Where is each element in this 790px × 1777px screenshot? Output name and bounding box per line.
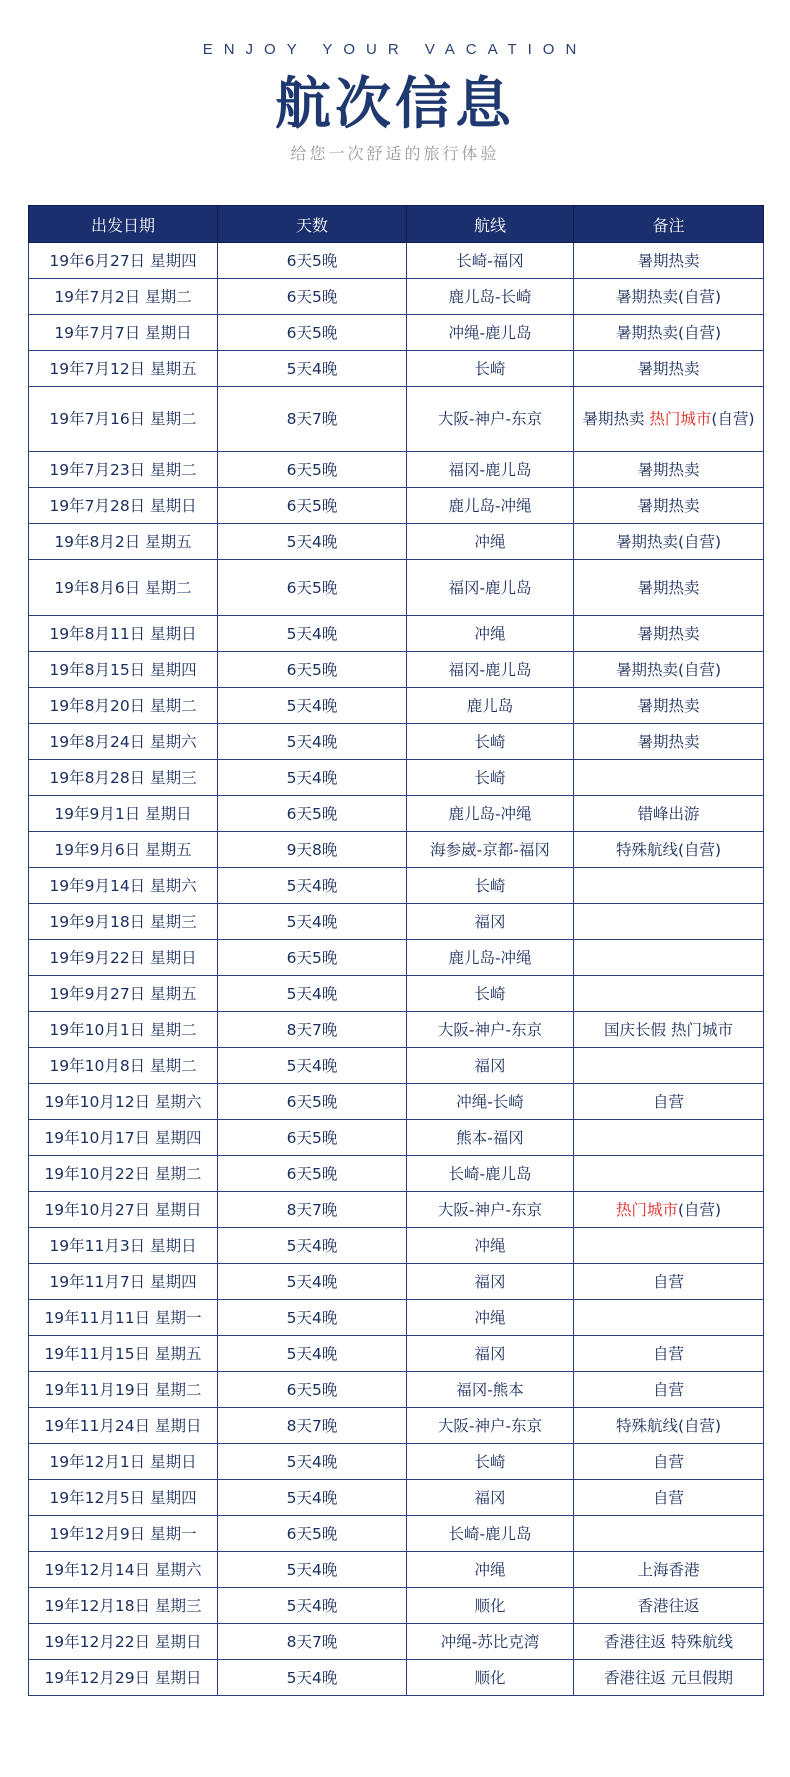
- cell-note: [574, 940, 764, 976]
- cell-date: 19年8月24日 星期六: [29, 724, 218, 760]
- note-text: 自营: [652, 1272, 684, 1291]
- cell-days: 5天4晚: [218, 1300, 407, 1336]
- table-row: [29, 243, 764, 279]
- table-row: [29, 760, 764, 796]
- cell-route: 鹿儿岛-冲绳: [407, 796, 574, 832]
- cell-days: 5天4晚: [218, 524, 407, 560]
- cell-note: [574, 351, 764, 387]
- cell-note: [574, 1372, 764, 1408]
- cell-date: 19年10月1日 星期二: [29, 1012, 218, 1048]
- cell-days: 8天7晚: [218, 387, 407, 452]
- note-text: 自营: [652, 1380, 684, 1399]
- cell-days: 5天4晚: [218, 724, 407, 760]
- cell-note: [574, 760, 764, 796]
- cell-route: 长崎: [407, 868, 574, 904]
- cell-days: 6天5晚: [218, 1084, 407, 1120]
- cell-route: 冲绳-苏比克湾: [407, 1624, 574, 1660]
- cell-route: 大阪-神户-东京: [407, 1012, 574, 1048]
- table-row: [29, 1156, 764, 1192]
- table-row: [29, 724, 764, 760]
- cell-route: 冲绳: [407, 1552, 574, 1588]
- table-row: [29, 1516, 764, 1552]
- cell-route: 冲绳: [407, 1228, 574, 1264]
- cell-note: [574, 832, 764, 868]
- table-row: [29, 1048, 764, 1084]
- page-subtitle: 给您一次舒适的旅行体验: [290, 144, 500, 163]
- cell-note: [574, 976, 764, 1012]
- note-text: 暑期热卖: [637, 359, 700, 378]
- cell-note: [574, 488, 764, 524]
- cell-route: 福冈: [407, 1048, 574, 1084]
- table-row: [29, 488, 764, 524]
- cell-days: 6天5晚: [218, 1156, 407, 1192]
- cell-note: [574, 724, 764, 760]
- note-text: 暑期热卖(自营): [615, 323, 722, 342]
- note-text: 错峰出游: [637, 804, 700, 823]
- cell-days: 6天5晚: [218, 652, 407, 688]
- cell-note: [574, 868, 764, 904]
- note-text: 暑期热卖(自营): [615, 532, 722, 551]
- table-row: [29, 1372, 764, 1408]
- cell-route: 长崎-鹿儿岛: [407, 1156, 574, 1192]
- note-text: 特殊航线(自营): [615, 1416, 722, 1435]
- cell-days: 8天7晚: [218, 1012, 407, 1048]
- note-text: 香港往返 特殊航线: [604, 1632, 733, 1651]
- table-row: [29, 1624, 764, 1660]
- table-row: [29, 1192, 764, 1228]
- table-row: [29, 616, 764, 652]
- cell-days: 8天7晚: [218, 1624, 407, 1660]
- cell-days: 5天4晚: [218, 1444, 407, 1480]
- cell-note: [574, 1228, 764, 1264]
- cell-route: 海参崴-京都-福冈: [407, 832, 574, 868]
- cell-route: 鹿儿岛-冲绳: [407, 488, 574, 524]
- cell-date: 19年7月2日 星期二: [29, 279, 218, 315]
- cell-note: [574, 1588, 764, 1624]
- cell-note: [574, 1264, 764, 1300]
- cell-days: 5天4晚: [218, 868, 407, 904]
- table-row: [29, 315, 764, 351]
- cell-route: 顺化: [407, 1588, 574, 1624]
- cell-route: 福冈: [407, 1336, 574, 1372]
- cell-date: 19年7月23日 星期二: [29, 452, 218, 488]
- cell-days: 6天5晚: [218, 1120, 407, 1156]
- note-text: 自营: [652, 1452, 684, 1471]
- cell-date: 19年10月22日 星期二: [29, 1156, 218, 1192]
- cell-note: [574, 1624, 764, 1660]
- cell-route: 长崎: [407, 351, 574, 387]
- table-row: [29, 1300, 764, 1336]
- cell-date: 19年11月19日 星期二: [29, 1372, 218, 1408]
- note-tail: (自营): [711, 410, 755, 428]
- table-body: [29, 243, 764, 1696]
- cell-route: 长崎: [407, 1444, 574, 1480]
- cell-note: [574, 616, 764, 652]
- cell-note: [574, 1156, 764, 1192]
- cell-note: [574, 1084, 764, 1120]
- cell-note: [574, 387, 764, 452]
- cell-date: 19年9月27日 星期五: [29, 976, 218, 1012]
- cell-note: [574, 904, 764, 940]
- cell-days: 5天4晚: [218, 616, 407, 652]
- cell-date: 19年8月11日 星期日: [29, 616, 218, 652]
- table-row: [29, 940, 764, 976]
- cell-date: 19年11月3日 星期日: [29, 1228, 218, 1264]
- table-row: [29, 1408, 764, 1444]
- cell-note: [574, 1300, 764, 1336]
- cell-route: 大阪-神户-东京: [407, 1192, 574, 1228]
- cell-days: 5天4晚: [218, 904, 407, 940]
- cell-route: 冲绳: [407, 524, 574, 560]
- table-row: [29, 904, 764, 940]
- column-header-days: 天数: [218, 206, 407, 243]
- cell-days: 6天5晚: [218, 279, 407, 315]
- cell-note: [574, 1660, 764, 1696]
- table-row: [29, 1588, 764, 1624]
- cell-days: 5天4晚: [218, 1048, 407, 1084]
- table-row: [29, 1480, 764, 1516]
- table-row: [29, 1120, 764, 1156]
- table-row: [29, 652, 764, 688]
- cell-days: 8天7晚: [218, 1408, 407, 1444]
- cell-note: [574, 688, 764, 724]
- cell-route: 福冈: [407, 904, 574, 940]
- cell-date: 19年11月15日 星期五: [29, 1336, 218, 1372]
- cell-date: 19年9月14日 星期六: [29, 868, 218, 904]
- table-row: [29, 1336, 764, 1372]
- cell-note: [574, 1408, 764, 1444]
- cell-date: 19年12月18日 星期三: [29, 1588, 218, 1624]
- cell-date: 19年9月18日 星期三: [29, 904, 218, 940]
- cell-days: 5天4晚: [218, 1264, 407, 1300]
- cell-days: 5天4晚: [218, 688, 407, 724]
- note-text: 暑期热卖(自营): [615, 287, 722, 306]
- table-row: [29, 452, 764, 488]
- table-row: [29, 560, 764, 616]
- cell-date: 19年7月12日 星期五: [29, 351, 218, 387]
- cell-date: 19年8月20日 星期二: [29, 688, 218, 724]
- cell-days: 9天8晚: [218, 832, 407, 868]
- table-row: [29, 1012, 764, 1048]
- page-title: 航次信息: [275, 72, 515, 137]
- cell-days: 8天7晚: [218, 1192, 407, 1228]
- cell-route: 大阪-神户-东京: [407, 387, 574, 452]
- note-text: 暑期热卖: [582, 410, 645, 428]
- cell-date: 19年7月28日 星期日: [29, 488, 218, 524]
- cell-date: 19年9月6日 星期五: [29, 832, 218, 868]
- cell-route: 鹿儿岛-长崎: [407, 279, 574, 315]
- cell-date: 19年8月28日 星期三: [29, 760, 218, 796]
- cell-route: 福冈: [407, 1480, 574, 1516]
- cell-days: 5天4晚: [218, 1552, 407, 1588]
- cell-date: 19年10月8日 星期二: [29, 1048, 218, 1084]
- note-text: 暑期热卖: [637, 496, 700, 515]
- table-header-row: [29, 206, 764, 243]
- cell-route: 大阪-神户-东京: [407, 1408, 574, 1444]
- cell-route: 长崎: [407, 976, 574, 1012]
- cell-note: [574, 243, 764, 279]
- cell-note: [574, 1552, 764, 1588]
- table-row: [29, 976, 764, 1012]
- cell-date: 19年11月7日 星期四: [29, 1264, 218, 1300]
- note-text: 暑期热卖(自营): [615, 660, 722, 679]
- cell-days: 6天5晚: [218, 1372, 407, 1408]
- note-text: 自营: [652, 1488, 684, 1507]
- cell-date: 19年7月16日 星期二: [29, 387, 218, 452]
- note-text: 暑期热卖: [637, 578, 700, 597]
- cell-note: [574, 796, 764, 832]
- cell-date: 19年10月17日 星期四: [29, 1120, 218, 1156]
- cell-note: [574, 652, 764, 688]
- cell-note: [574, 560, 764, 616]
- cell-note: [574, 452, 764, 488]
- cell-days: 5天4晚: [218, 1660, 407, 1696]
- cell-date: 19年9月22日 星期日: [29, 940, 218, 976]
- table-row: [29, 1228, 764, 1264]
- cell-route: 长崎-鹿儿岛: [407, 1516, 574, 1552]
- table-row: [29, 796, 764, 832]
- cell-days: 6天5晚: [218, 796, 407, 832]
- table-row: [29, 279, 764, 315]
- cell-days: 5天4晚: [218, 1588, 407, 1624]
- cell-note: [574, 524, 764, 560]
- cell-route: 长崎: [407, 724, 574, 760]
- cell-route: 冲绳: [407, 616, 574, 652]
- cell-route: 福冈-熊本: [407, 1372, 574, 1408]
- cell-date: 19年11月11日 星期一: [29, 1300, 218, 1336]
- cell-route: 福冈: [407, 1264, 574, 1300]
- cell-days: 6天5晚: [218, 560, 407, 616]
- cell-route: 福冈-鹿儿岛: [407, 560, 574, 616]
- cell-days: 5天4晚: [218, 1336, 407, 1372]
- cell-days: 6天5晚: [218, 940, 407, 976]
- cell-note: [574, 279, 764, 315]
- cell-note: [574, 1336, 764, 1372]
- cell-days: 5天4晚: [218, 351, 407, 387]
- cell-date: 19年8月15日 星期四: [29, 652, 218, 688]
- cell-days: 5天4晚: [218, 1228, 407, 1264]
- cell-route: 福冈-鹿儿岛: [407, 452, 574, 488]
- note-text: 暑期热卖: [637, 460, 700, 479]
- cell-days: 5天4晚: [218, 1480, 407, 1516]
- cell-note: [574, 1444, 764, 1480]
- cell-route: 熊本-福冈: [407, 1120, 574, 1156]
- cell-days: 6天5晚: [218, 488, 407, 524]
- cell-route: 鹿儿岛-冲绳: [407, 940, 574, 976]
- cell-days: 5天4晚: [218, 976, 407, 1012]
- cell-date: 19年12月14日 星期六: [29, 1552, 218, 1588]
- cell-date: 19年8月6日 星期二: [29, 560, 218, 616]
- cell-note: [574, 1480, 764, 1516]
- note-text: 香港往返 元旦假期: [604, 1668, 733, 1687]
- table-row: [29, 832, 764, 868]
- cell-date: 19年7月7日 星期日: [29, 315, 218, 351]
- cell-route: 冲绳-鹿儿岛: [407, 315, 574, 351]
- cell-date: 19年12月5日 星期四: [29, 1480, 218, 1516]
- column-header-date: 出发日期: [29, 206, 218, 243]
- cell-date: 19年11月24日 星期日: [29, 1408, 218, 1444]
- column-header-note: 备注: [574, 206, 764, 243]
- cell-route: 冲绳-长崎: [407, 1084, 574, 1120]
- cell-note: [574, 315, 764, 351]
- table-row: [29, 524, 764, 560]
- table-row: [29, 1444, 764, 1480]
- table-row: [29, 1660, 764, 1696]
- cell-note: [574, 1048, 764, 1084]
- cell-note: [574, 1192, 764, 1228]
- note-text: 香港往返: [637, 1596, 700, 1615]
- tagline: ENJOY YOUR VACATION: [202, 41, 588, 58]
- cell-date: 19年12月9日 星期一: [29, 1516, 218, 1552]
- note-hot-label: 热门城市: [649, 410, 712, 428]
- cell-note: [574, 1516, 764, 1552]
- table-row: [29, 387, 764, 452]
- table-row: [29, 868, 764, 904]
- note-text: 暑期热卖: [637, 732, 700, 751]
- cell-date: 19年12月22日 星期日: [29, 1624, 218, 1660]
- page-header: [0, 0, 790, 200]
- cell-days: 6天5晚: [218, 243, 407, 279]
- cell-days: 6天5晚: [218, 1516, 407, 1552]
- cell-note: [574, 1012, 764, 1048]
- note-text: 暑期热卖: [637, 624, 700, 643]
- cell-date: 19年12月29日 星期日: [29, 1660, 218, 1696]
- cell-note: [574, 1120, 764, 1156]
- cell-route: 顺化: [407, 1660, 574, 1696]
- cell-route: 冲绳: [407, 1300, 574, 1336]
- table-row: [29, 688, 764, 724]
- note-text: 特殊航线(自营): [615, 840, 722, 859]
- note-text: 暑期热卖: [637, 696, 700, 715]
- cell-days: 6天5晚: [218, 315, 407, 351]
- column-header-route: 航线: [407, 206, 574, 243]
- table-row: [29, 1264, 764, 1300]
- cell-date: 19年10月12日 星期六: [29, 1084, 218, 1120]
- note-text: 自营: [652, 1344, 684, 1363]
- cell-route: 长崎: [407, 760, 574, 796]
- cell-date: 19年12月1日 星期日: [29, 1444, 218, 1480]
- note-text: 暑期热卖: [637, 251, 700, 270]
- table-row: [29, 351, 764, 387]
- cell-date: 19年9月1日 星期日: [29, 796, 218, 832]
- cell-date: 19年6月27日 星期四: [29, 243, 218, 279]
- note-tail: (自营): [677, 1200, 722, 1219]
- voyage-table: [28, 205, 764, 1696]
- note-text: 上海香港: [637, 1560, 700, 1579]
- cell-date: 19年10月27日 星期日: [29, 1192, 218, 1228]
- table-row: [29, 1552, 764, 1588]
- note-text: 国庆长假 热门城市: [604, 1020, 733, 1039]
- cell-route: 长崎-福冈: [407, 243, 574, 279]
- note-hot-label: 热门城市: [615, 1200, 678, 1219]
- cell-route: 福冈-鹿儿岛: [407, 652, 574, 688]
- note-text: 自营: [652, 1092, 684, 1111]
- cell-date: 19年8月2日 星期五: [29, 524, 218, 560]
- cell-days: 6天5晚: [218, 452, 407, 488]
- cell-days: 5天4晚: [218, 760, 407, 796]
- table-row: [29, 1084, 764, 1120]
- cell-route: 鹿儿岛: [407, 688, 574, 724]
